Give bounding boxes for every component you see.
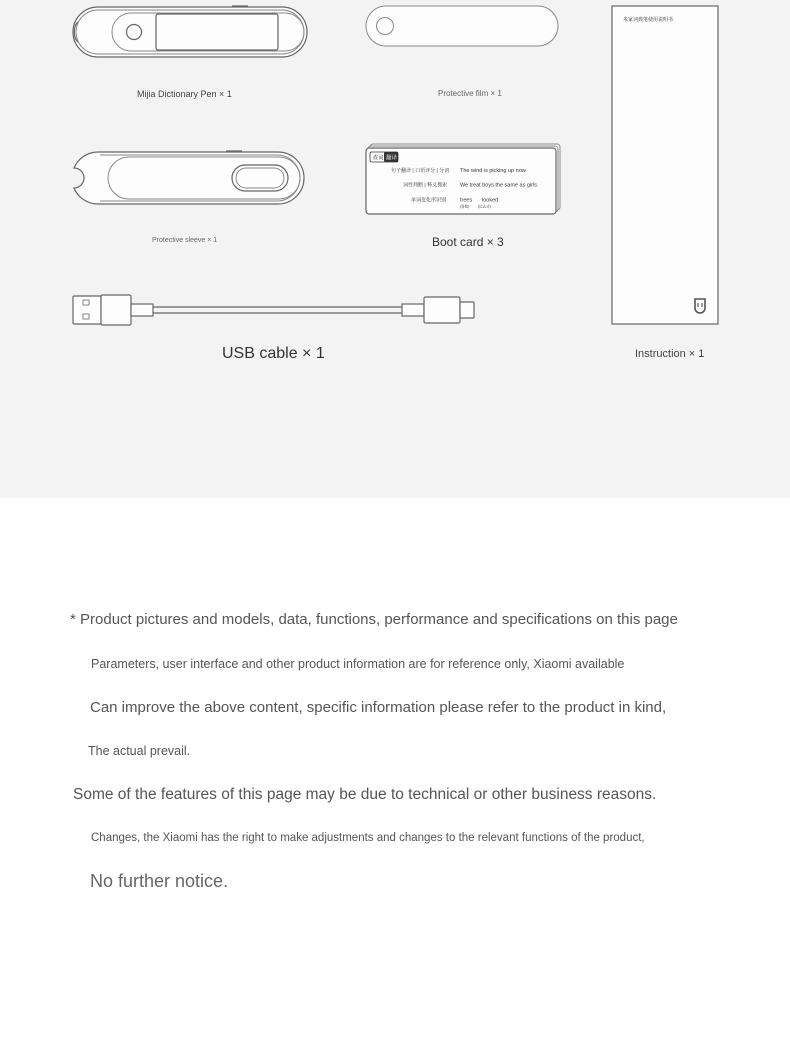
usb-label: USB cable × 1 (222, 345, 325, 362)
card-row3-sub-b: (过去式) (478, 204, 491, 209)
sleeve-label: Protective sleeve × 1 (152, 237, 218, 244)
package-contents-panel (0, 0, 790, 498)
disclaimer-line-6: Changes, the Xiaomi has the right to make adjustments and changes to the relevant functions of the product, (91, 832, 645, 844)
card-row1-cn: 句子翻译 | 口语评分 | 分词 (391, 168, 450, 174)
dictionary-pen-illustration (70, 4, 310, 60)
disclaimer-line-1: * Product pictures and models, data, functions, performance and specifications on this page (70, 611, 678, 628)
disclaimer-line-2: Parameters, user interface and other product information are for reference only, Xiaomi available (91, 657, 625, 671)
disclaimer-line-5: Some of the features of this page may be due to technical or other business reasons. (73, 786, 657, 803)
disclaimer-line-7: No further notice. (90, 871, 229, 891)
card-row3-en-a: trees (460, 197, 473, 204)
usb-cable-illustration (72, 294, 476, 326)
card-tag-left: 查词 (372, 155, 384, 162)
disclaimer-line-3: Can improve the above content, specific information please refer to the product in kind, (90, 699, 667, 716)
protective-sleeve-illustration (70, 150, 308, 208)
instruction-label: Instruction × 1 (635, 348, 705, 360)
card-row3-sub-a: (复数) (460, 204, 470, 209)
card-row3-en-b: looked (482, 197, 499, 204)
card-row2-en: We treat boys the same as girls. (460, 182, 539, 189)
instruction-manual-illustration (611, 5, 719, 325)
card-tag-right: 翻译 (386, 155, 398, 162)
film-label: Protective film × 1 (438, 89, 502, 98)
pen-label: Mijia Dictionary Pen × 1 (137, 89, 232, 99)
protective-film-illustration (364, 5, 560, 47)
card-row3-cn: 单词变化形识别 (411, 197, 447, 204)
boot-card-illustration (364, 143, 564, 215)
disclaimer-line-4: The actual prevail. (88, 744, 191, 758)
manual-title: 米家词典笔使用说明书 (623, 17, 674, 23)
card-row1-en: The wind is picking up now. (460, 168, 527, 174)
card-row2-cn: 词性判断 | 释义搜索 (403, 182, 448, 189)
bootcard-label: Boot card × 3 (432, 235, 504, 249)
